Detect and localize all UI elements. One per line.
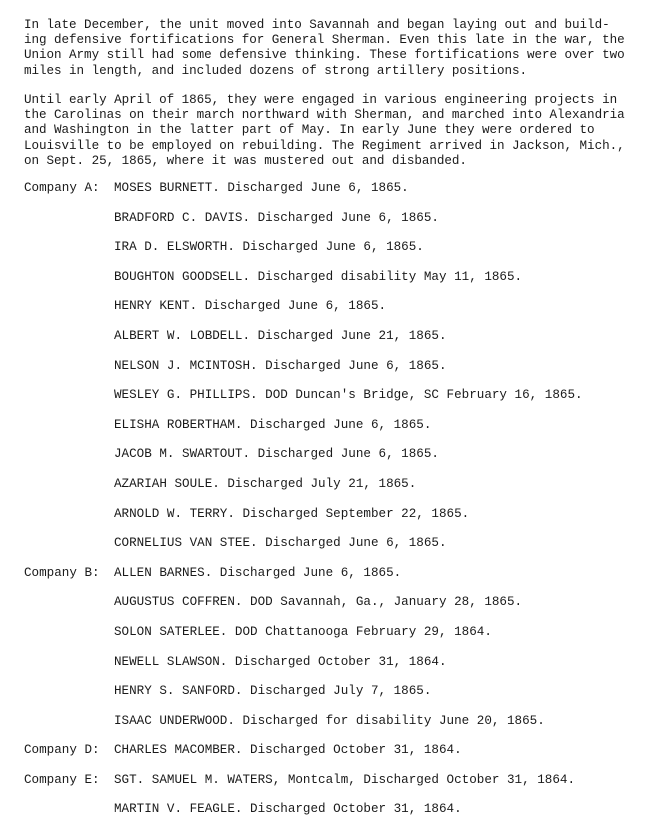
soldier-entry: ALBERT W. LOBDELL. Discharged June 21, 1865. — [114, 328, 447, 343]
soldier-entry: NELSON J. MCINTOSH. Discharged June 6, 1865. — [114, 358, 447, 373]
soldier-entry: ALLEN BARNES. Discharged June 6, 1865. — [114, 565, 402, 580]
soldier-entry: SOLON SATERLEE. DOD Chattanooga February 29, 1864. — [114, 624, 492, 639]
roster-row — [0, 802, 650, 832]
soldier-entry: CORNELIUS VAN STEE. Discharged June 6, 1865. — [114, 536, 447, 551]
company-label: Company E: — [24, 772, 100, 787]
roster-row — [0, 595, 650, 625]
roster-row — [0, 359, 650, 389]
roster-row — [0, 181, 650, 211]
soldier-entry: BOUGHTON GOODSELL. Discharged disability May 11, 1865. — [114, 269, 523, 284]
soldier-entry: ELISHA ROBERTHAM. Discharged June 6, 1865. — [114, 417, 432, 432]
soldier-entry: AZARIAH SOULE. Discharged July 21, 1865. — [114, 476, 417, 491]
roster-row — [0, 566, 650, 596]
soldier-entry: ISAAC UNDERWOOD. Discharged for disability June 20, 1865. — [114, 713, 545, 728]
soldier-entry: CHARLES MACOMBER. Discharged October 31, 1864. — [114, 743, 462, 758]
soldier-entry: HENRY KENT. Discharged June 6, 1865. — [114, 299, 387, 314]
roster-row — [0, 655, 650, 685]
soldier-entry: MARTIN V. FEAGLE. Discharged October 31, 1864. — [114, 802, 462, 817]
roster-row — [0, 447, 650, 477]
roster-row — [0, 388, 650, 418]
roster-row — [0, 714, 650, 744]
company-label: Company B: — [24, 565, 100, 580]
roster-row — [0, 507, 650, 537]
roster-row — [0, 536, 650, 566]
soldier-entry: IRA D. ELSWORTH. Discharged June 6, 1865. — [114, 240, 424, 255]
soldier-entry: AUGUSTUS COFFREN. DOD Savannah, Ga., January 28, 1865. — [114, 595, 523, 610]
roster-row — [0, 684, 650, 714]
soldier-entry: SGT. SAMUEL M. WATERS, Montcalm, Discharged October 31, 1864. — [114, 772, 576, 787]
roster-row — [0, 418, 650, 448]
company-roster — [0, 181, 650, 832]
roster-row — [0, 477, 650, 507]
intro-paragraph-carolinas: Until early April of 1865, they were engaged in various engineering projects in the Carolinas on their march northward with Sherman, and marched into Alexandria and Washington in the latter part of May. In early June they were ordered to Louisville to be employed on rebuilding. The Regiment arrived in Jackson, Mich., on Sept. 25, 1865, where it was mustered out and disbanded. — [24, 93, 625, 168]
soldier-entry: BRADFORD C. DAVIS. Discharged June 6, 1865. — [114, 210, 439, 225]
soldier-entry: JACOB M. SWARTOUT. Discharged June 6, 1865. — [114, 447, 439, 462]
roster-row — [0, 773, 650, 803]
company-label: Company D: — [24, 743, 100, 758]
soldier-entry: NEWELL SLAWSON. Discharged October 31, 1864. — [114, 654, 447, 669]
soldier-entry: HENRY S. SANFORD. Discharged July 7, 1865. — [114, 684, 432, 699]
roster-row — [0, 743, 650, 773]
roster-row — [0, 299, 650, 329]
roster-row — [0, 211, 650, 241]
company-label: Company A: — [24, 181, 100, 195]
soldier-entry: ARNOLD W. TERRY. Discharged September 22, 1865. — [114, 506, 470, 521]
roster-row — [0, 329, 650, 359]
intro-paragraph-savannah: In late December, the unit moved into Savannah and began laying out and build- ing defensive fortifications for General Sherman. Even this late in the war, the Union Army still had some defensive thinking. These fortifications were over two miles in length, and included dozens of strong artillery positions. — [24, 18, 625, 78]
roster-row — [0, 625, 650, 655]
soldier-entry: MOSES BURNETT. Discharged June 6, 1865. — [114, 181, 409, 195]
roster-row — [0, 270, 650, 300]
roster-row — [0, 240, 650, 270]
soldier-entry: WESLEY G. PHILLIPS. DOD Duncan's Bridge, SC February 16, 1865. — [114, 388, 583, 403]
